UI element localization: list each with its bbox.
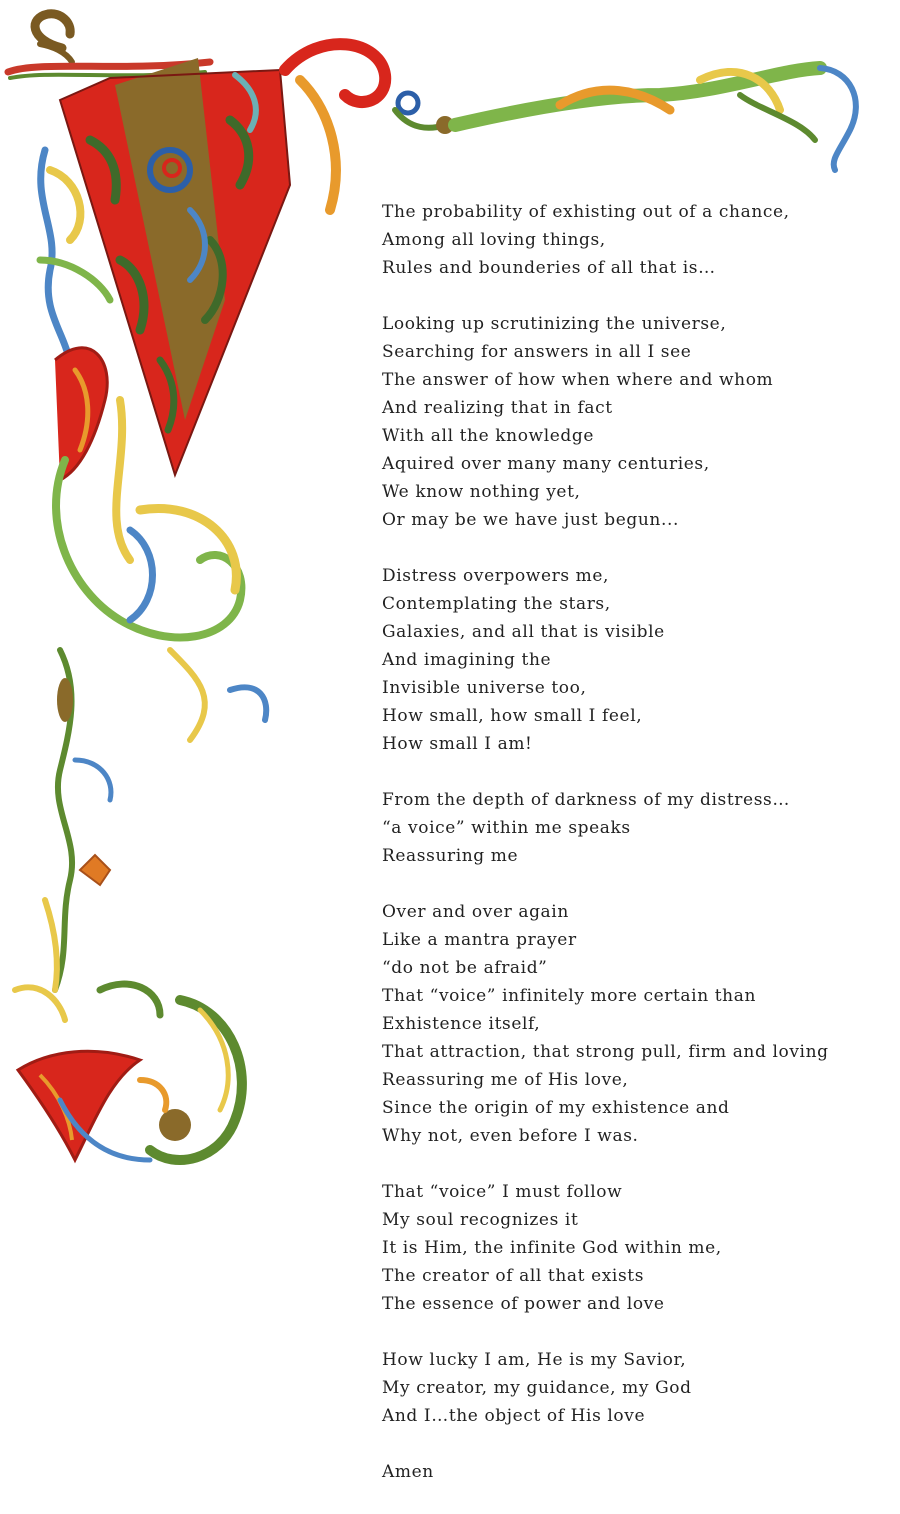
poem-line: From the depth of darkness of my distress… [382, 790, 790, 810]
poem-line: Contemplating the stars, [382, 594, 611, 614]
poem-stanza [382, 310, 882, 534]
poem-line: Exhistence itself, [382, 1014, 541, 1034]
poem-line: Distress overpowers me, [382, 566, 610, 586]
poem-line: My creator, my guidance, my God [382, 1378, 692, 1398]
poem-line: Rules and bounderies of all that is… [382, 258, 716, 278]
poem-line: And I…the object of His love [382, 1406, 646, 1426]
poem-line: That attraction, that strong pull, firm and loving [382, 1042, 829, 1062]
poem-line: My soul recognizes it [382, 1210, 579, 1230]
poem-line: Like a mantra prayer [382, 930, 577, 950]
poem-line: Over and over again [382, 902, 569, 922]
poem-line: How small, how small I feel, [382, 706, 643, 726]
poem-line: Reassuring me [382, 846, 519, 866]
poem-line: Or may be we have just begun... [382, 510, 679, 530]
poem-line: The creator of all that exists [382, 1266, 645, 1286]
poem-line: Among all loving things, [382, 230, 606, 250]
poem-line: “a voice” within me speaks [382, 818, 631, 838]
poem-line: The essence of power and love [382, 1294, 665, 1314]
poem-line: And realizing that in fact [382, 398, 613, 418]
poem-line: We know nothing yet, [382, 482, 581, 502]
poem-stanza [382, 1458, 882, 1486]
poem-line: The probability of exhisting out of a chance, [382, 202, 790, 222]
poem-line: The answer of how when where and whom [382, 370, 774, 390]
poem-stanza [382, 786, 882, 870]
poem-stanza [382, 1346, 882, 1430]
poem-text [382, 198, 882, 1514]
poem-line: Amen [382, 1462, 434, 1482]
poem-line: That “voice” infinitely more certain than [382, 986, 757, 1006]
poem-line: It is Him, the infinite God within me, [382, 1238, 722, 1258]
gold-curl-icon [35, 14, 72, 62]
poem-line: With all the knowledge [382, 426, 595, 446]
poem-line: Galaxies, and all that is visible [382, 622, 665, 642]
poem-stanza [382, 898, 882, 1150]
poem-line: Since the origin of my exhistence and [382, 1098, 730, 1118]
poem-line: How lucky I am, He is my Savior, [382, 1350, 687, 1370]
poem-stanza [382, 1178, 882, 1318]
poem-stanza [382, 198, 882, 282]
poem-line: And imagining the [382, 650, 552, 670]
poem-line: How small I am! [382, 734, 533, 754]
poem-line: Invisible universe too, [382, 678, 587, 698]
poem-stanza [382, 562, 882, 758]
poem-line: Searching for answers in all I see [382, 342, 692, 362]
poem-line: Reassuring me of His love, [382, 1070, 629, 1090]
poem-line: That “voice” I must follow [382, 1182, 623, 1202]
poem-line: Aquired over many many centuries, [382, 454, 710, 474]
poem-line: Why not, even before I was. [382, 1126, 639, 1146]
poem-line: Looking up scrutinizing the universe, [382, 314, 727, 334]
poem-line: “do not be afraid” [382, 958, 548, 978]
